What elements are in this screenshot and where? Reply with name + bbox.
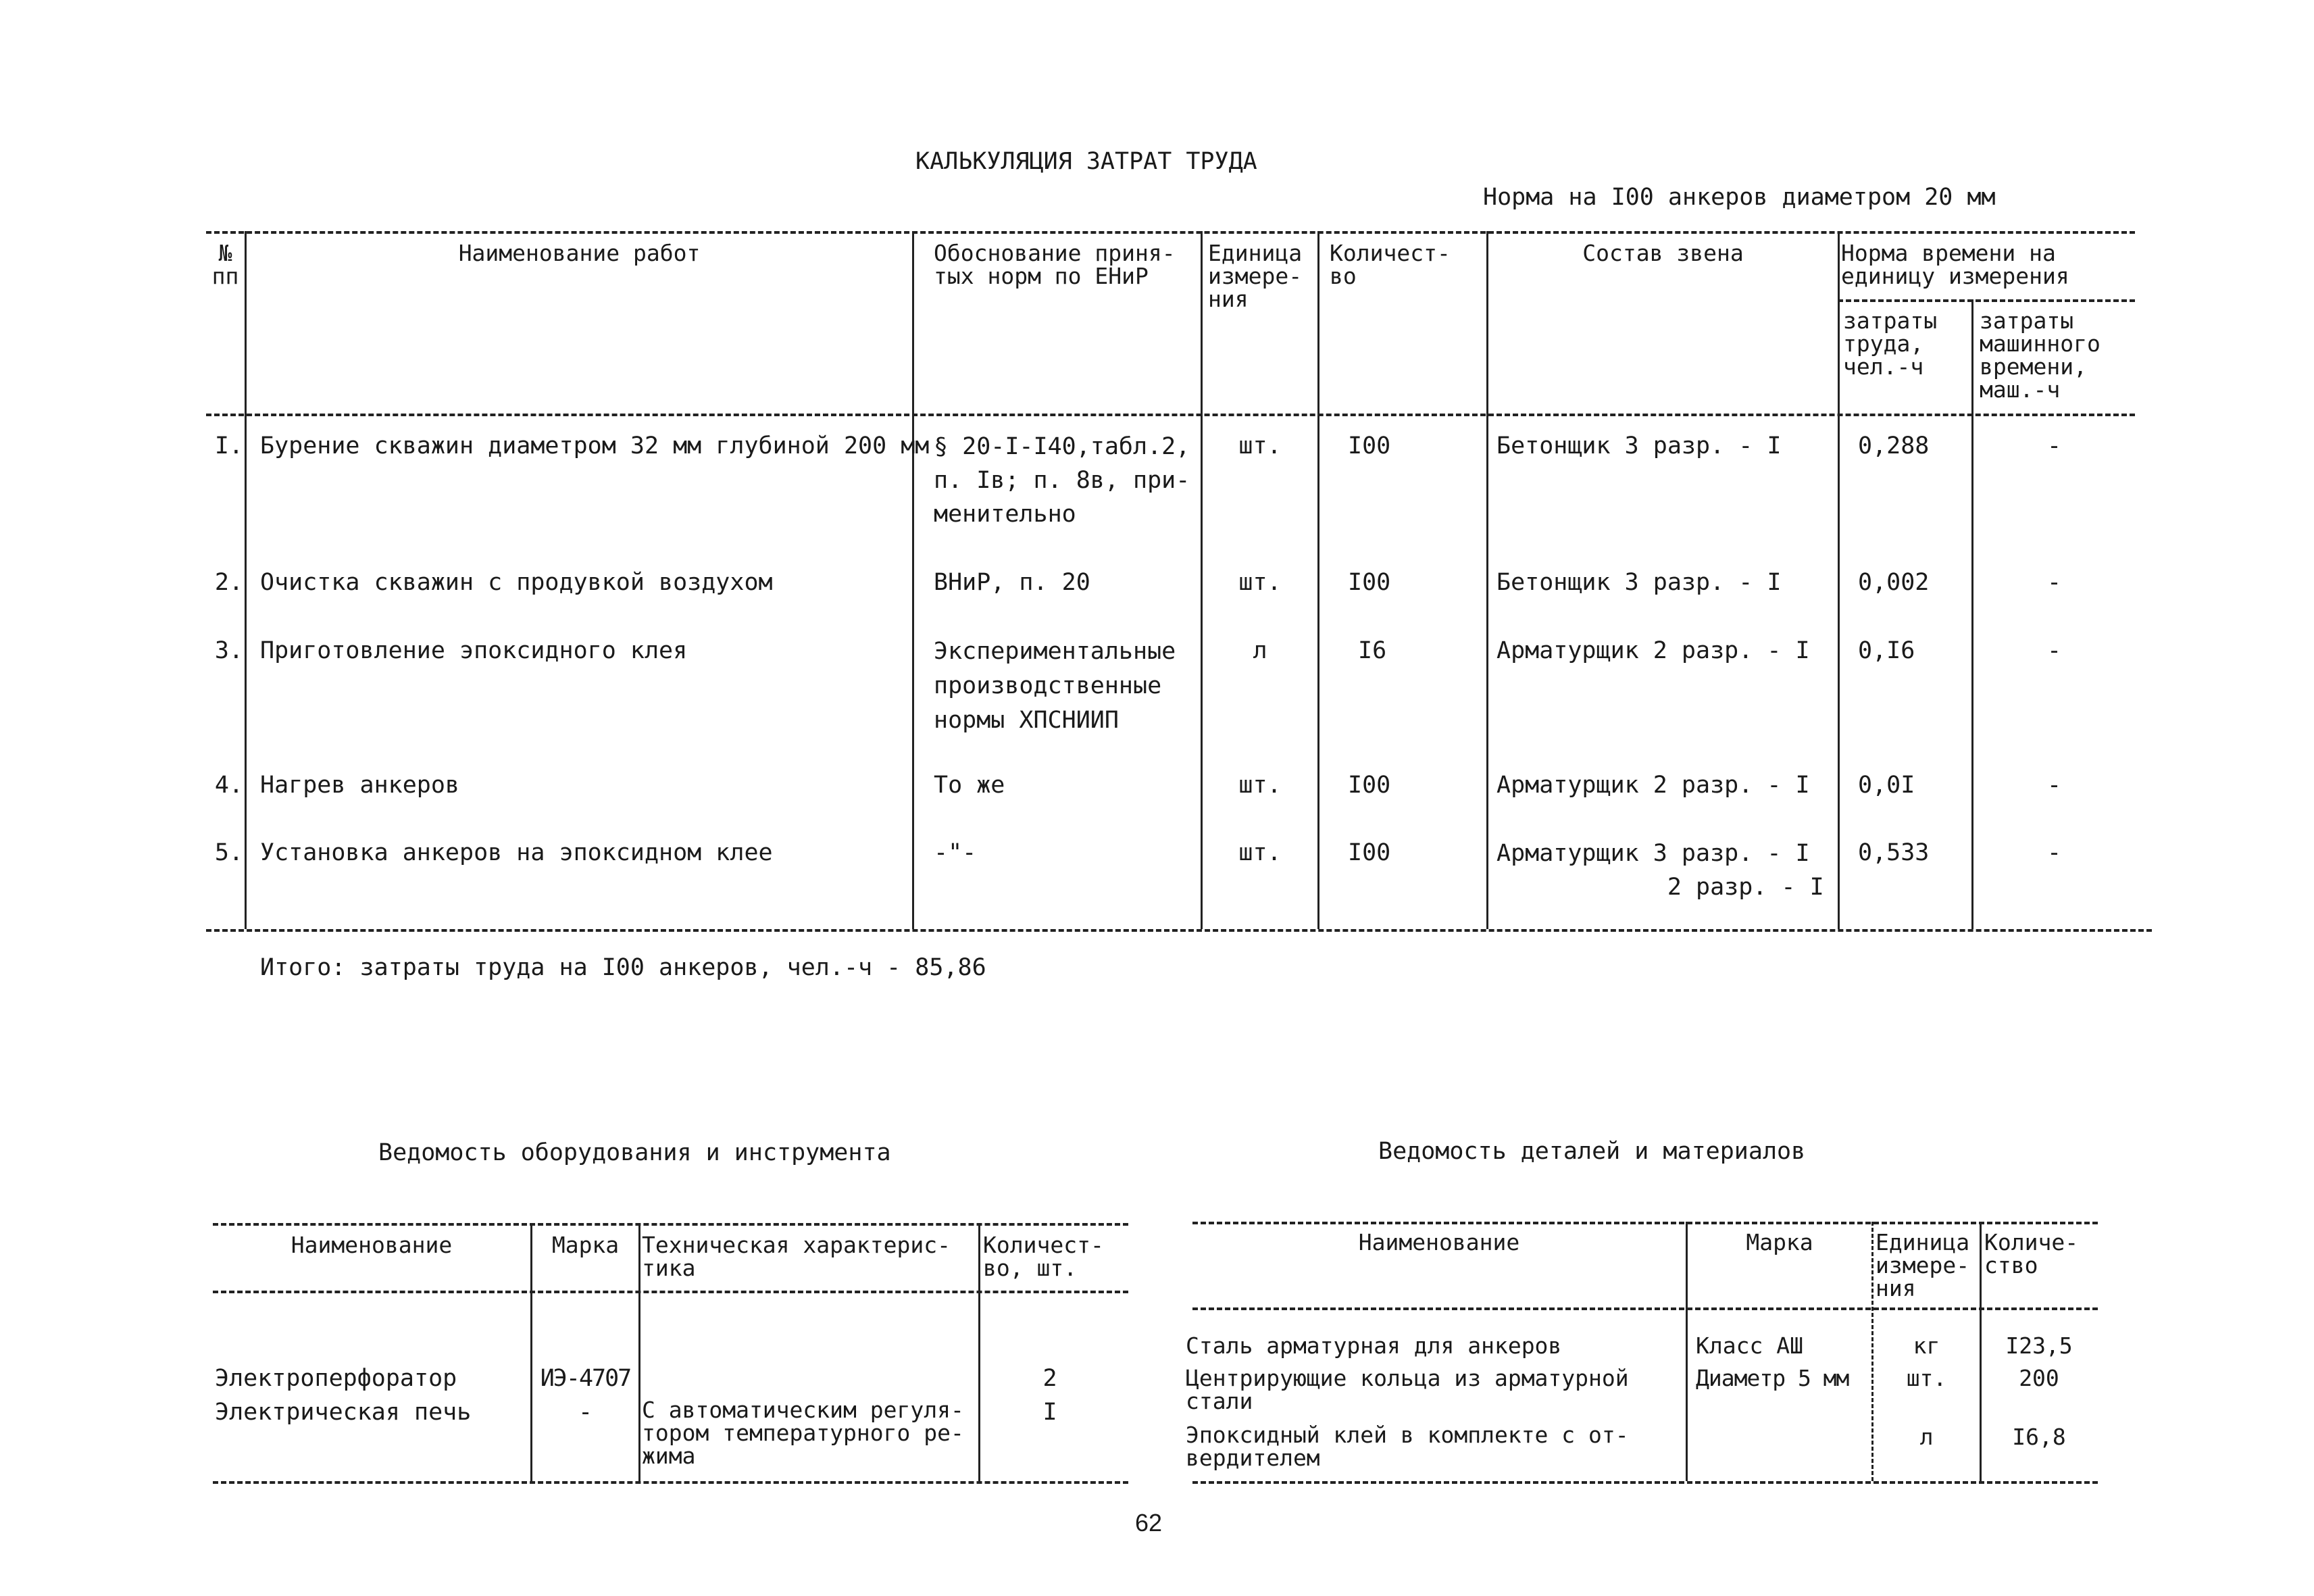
unit: л: [1253, 637, 1267, 664]
mat-unit: л: [1919, 1424, 1934, 1450]
labor-cost: 0,288: [1858, 432, 1930, 459]
equip-header-qty: Количест- во, шт.: [983, 1232, 1104, 1281]
machine-time: -: [2046, 839, 2062, 866]
row-number: 5.: [214, 839, 243, 866]
mat-unit: шт.: [1906, 1365, 1947, 1391]
mat-header-name: Наименование: [1358, 1229, 1520, 1255]
document-title: КАЛЬКУЛЯЦИЯ ЗАТРАТ ТРУДА: [915, 148, 1257, 175]
mat-unit: кг: [1913, 1332, 1940, 1359]
header-quantity: Количест- во: [1330, 240, 1451, 289]
header-basis: Обоснование приня- тых норм по ЕНиР: [934, 240, 1176, 289]
crew: Арматурщик 3 разр. - I 2 разр. - I: [1496, 840, 1824, 901]
work-name: Установка анкеров на эпоксидном клее: [260, 839, 773, 866]
norm-basis: Экспериментальные производственные нормы ХПСНИИП: [934, 638, 1176, 734]
row-number: 2.: [214, 569, 243, 596]
unit: шт.: [1238, 432, 1282, 459]
equip-header-brand: Марка: [551, 1232, 620, 1258]
header-labor-cost: затраты труда, чел.-ч: [1843, 307, 1938, 380]
equipment-title: Ведомость оборудования и инструмента: [378, 1139, 891, 1166]
norm-basis: § 20-I-I40,табл.2, п. Iв; п. 8в, при- менительно: [934, 433, 1190, 528]
machine-time: -: [2046, 432, 2062, 459]
labor-cost: 0,0I: [1858, 772, 1915, 799]
norm-note: Норма на I00 анкеров диаметром 20 мм: [1483, 184, 1996, 211]
equip-name: Электрическая печь: [215, 1399, 472, 1426]
mat-name: Эпоксидный клей в комплекте с от- вердителем: [1186, 1422, 1629, 1471]
header-machine-time: затраты машинного времени, маш.-ч: [1980, 307, 2101, 403]
work-name: Приготовление эпоксидного клея: [260, 637, 688, 664]
labor-cost: 0,002: [1858, 569, 1930, 596]
header-unit: Единица измере- ния: [1208, 240, 1303, 312]
equip-header-spec: Техническая характерис- тика: [642, 1232, 951, 1281]
equip-brand: -: [578, 1399, 593, 1426]
norm-basis: -"-: [934, 839, 977, 866]
quantity: I6: [1358, 637, 1387, 664]
norm-basis: То же: [934, 772, 1005, 799]
labor-total: Итого: затраты труда на I00 анкеров, чел.-ч - 85,86: [260, 954, 986, 981]
mat-header-qty: Количе- ство: [1984, 1229, 2079, 1278]
mat-qty: I23,5: [2005, 1332, 2073, 1359]
unit: шт.: [1238, 569, 1282, 596]
equip-name: Электроперфоратор: [215, 1365, 457, 1392]
quantity: I00: [1348, 432, 1391, 459]
crew: Арматурщик 2 разр. - I: [1496, 772, 1810, 799]
row-number: I.: [214, 432, 243, 459]
crew: Бетонщик 3 разр. - I: [1496, 432, 1782, 459]
unit: шт.: [1238, 839, 1282, 866]
work-name: Очистка скважин с продувкой воздухом: [260, 569, 773, 596]
header-crew: Состав звена: [1582, 240, 1744, 266]
labor-cost: 0,533: [1858, 839, 1930, 866]
equip-brand: ИЭ-4707: [540, 1365, 631, 1392]
row-number: 3.: [214, 637, 243, 664]
header-work-name: Наименование работ: [458, 240, 701, 266]
crew: Арматурщик 2 разр. - I: [1496, 637, 1810, 664]
mat-header-brand: Марка: [1746, 1229, 1813, 1255]
equip-spec: С автоматическим регуля- тором температурного ре- жима: [642, 1397, 964, 1469]
machine-time: -: [2046, 637, 2062, 664]
row-number: 4.: [214, 772, 243, 799]
mat-header-unit: Единица измере- ния: [1876, 1229, 1970, 1301]
work-name: Бурение скважин диаметром 32 мм глубиной 200 мм: [260, 432, 930, 459]
mat-qty: I6,8: [2012, 1424, 2066, 1450]
labor-cost: 0,I6: [1858, 637, 1915, 664]
quantity: I00: [1348, 839, 1391, 866]
equip-header-name: Наименование: [291, 1232, 453, 1258]
mat-brand: Диаметр 5 мм: [1696, 1365, 1849, 1391]
norm-basis: ВНиР, п. 20: [934, 569, 1090, 596]
mat-name: Центрирующие кольца из арматурной стали: [1186, 1365, 1629, 1414]
mat-brand: Класс АШ: [1696, 1332, 1803, 1359]
materials-title: Ведомость деталей и материалов: [1378, 1138, 1806, 1165]
unit: шт.: [1238, 772, 1282, 799]
machine-time: -: [2046, 569, 2062, 596]
quantity: I00: [1348, 569, 1391, 596]
mat-qty: 200: [2019, 1365, 2059, 1391]
crew: Бетонщик 3 разр. - I: [1496, 569, 1782, 596]
page-number: 62: [1135, 1509, 1163, 1537]
quantity: I00: [1348, 772, 1391, 799]
work-name: Нагрев анкеров: [260, 772, 460, 799]
header-time-norm: Норма времени на единицу измерения: [1841, 240, 2069, 289]
equip-qty: I: [1042, 1399, 1057, 1426]
header-num: № пп: [211, 240, 239, 289]
equip-qty: 2: [1042, 1365, 1057, 1392]
machine-time: -: [2046, 772, 2062, 799]
mat-name: Сталь арматурная для анкеров: [1186, 1332, 1562, 1359]
